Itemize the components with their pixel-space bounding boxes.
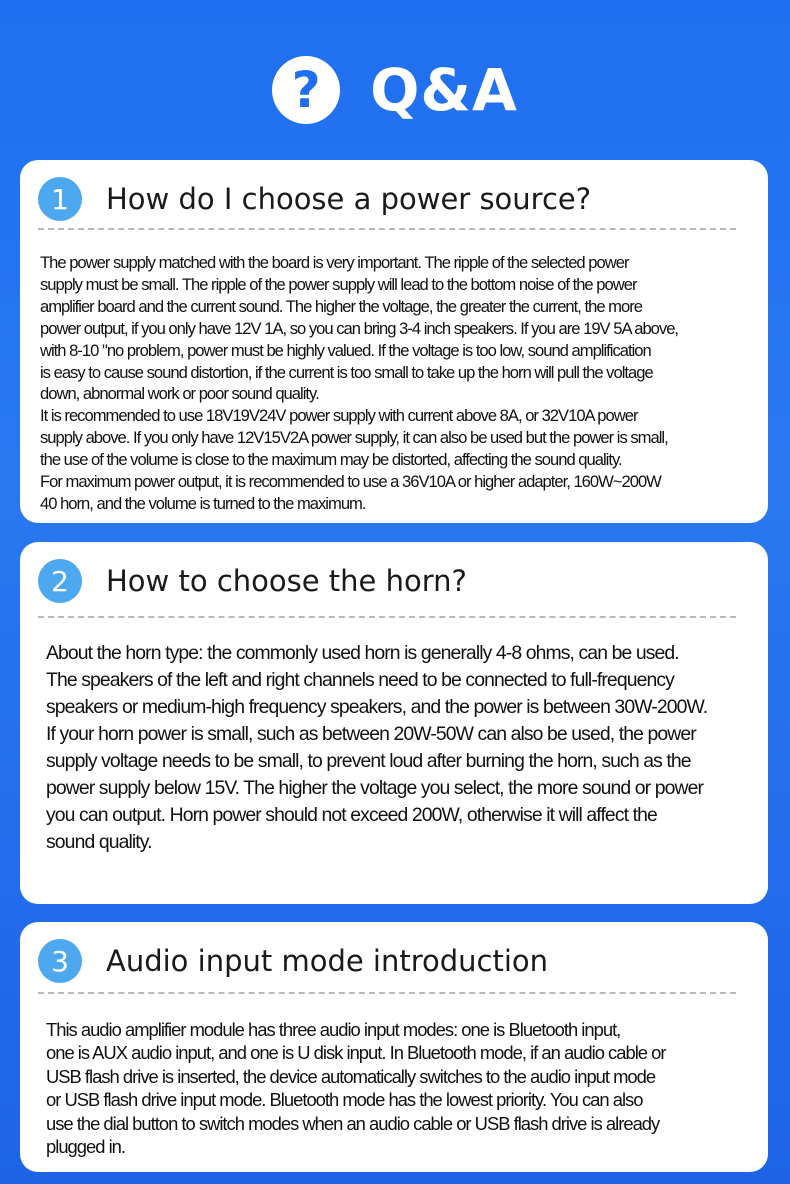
card-answer-text: About the horn type: the commonly used horn is generally 4-8 ohms, can be used. The speakers of the left and right channels need to be connected to full-frequency speakers or medium-high frequency speakers, and the power is between 30W-200W. If your horn power is small, such as between 20W-50W can also be used, the power supply voltage needs to be small, to prevent loud after burning the horn, such as the power supply below 15V. The higher the voltage you select, the more sound or power you can output. Horn power should not exceed 200W, otherwise it will affect the sound quality. [46,642,708,853]
question-mark-glyph: ? [291,61,321,119]
card-answer-text: The power supply matched with the board is very important. The ripple of the selected power supply must be small. The ripple of the power supply will lead to the bottom noise of the power amplifier board and the current sound. The higher the voltage, the greater the current, the more power output, if you only have 12V 1A, so you can bring 3-4 inch speakers. If you are 19V 5A above, with 8-10 "no problem, power must be highly valued. If the voltage is too low, sound amplification is easy to cause sound distortion, if the current is too small to take up the horn will pull the voltage down, abnormal work or poor sound quality. It is recommended to use 18V19V24V power supply with current above 8A, or 32V10A power supply above. If you only have 12V15V2A power supply, it can also be used but the power is small, the use of the volume is close to the maximum may be distorted, affecting the sound quality. For maximum power output, it is recommended to use a 36V10A or higher adapter, 160W~200W 40 horn, and the volume is turned to the maximum. [40,253,679,513]
number-badge-3: 3 [38,939,82,983]
qa-card-1 [20,160,768,523]
card-heading [38,176,591,222]
card-heading [38,938,548,984]
dashed-divider [38,616,736,618]
dashed-divider [38,992,736,994]
card-title-power-source: How do I choose a power source? [106,182,592,216]
card-answer-text: This audio amplifier module has three audio input modes: one is Bluetooth input, one is AUX audio input, and one is U disk input. In Bluetooth mode, if an audio cable or USB flash drive is inserted, the device automatically switches to the audio input mode or USB flash drive input mode. Bluetooth mode has the lowest priority. You can also use the dial button to switch modes when an audio cable or USB flash drive is already plugged in. [46,1019,666,1158]
qa-card-2 [20,542,768,904]
page-title: Q&A [370,56,518,124]
question-icon [272,56,340,124]
card-title-horn: How to choose the horn? [106,564,467,598]
card-heading [38,558,467,604]
card-title-audio-input: Audio input mode introduction [106,944,549,978]
qa-card-3 [20,922,768,1172]
number-badge-2: 2 [38,559,82,603]
page-header [0,50,790,130]
dashed-divider [38,228,736,230]
number-badge-1: 1 [38,177,82,221]
